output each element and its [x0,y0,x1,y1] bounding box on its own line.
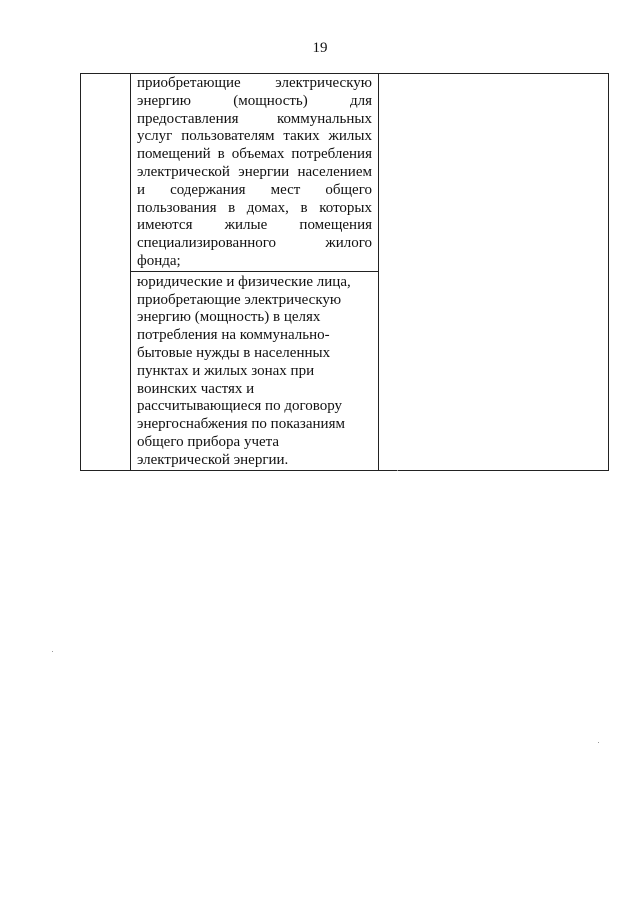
text-line: энергию (мощность) в целях [137,309,321,326]
text-line: бытовые нужды в населенных [137,344,331,361]
consumer-category-text [131,74,378,271]
text-line: фонда; [137,252,181,269]
scan-speck [52,651,53,652]
text-line: потребления на коммунально- [137,327,330,344]
tariff-consumer-table [80,73,609,471]
page-number: 19 [312,40,328,56]
text-line: электрической энергии населением [137,163,372,180]
text-line: приобретающие электрическую [137,75,372,91]
text-line: имеются жилые помещения [137,217,372,234]
consumer-category-cell [131,74,379,272]
text-line: помещений в объемах потребления [137,146,372,163]
consumer-category-text [131,272,378,470]
table-row [81,74,609,272]
scan-speck [397,470,398,471]
consumer-category-cell [131,271,379,470]
text-line: общего прибора учета [137,433,280,450]
text-line: юридические и физические лица, [137,273,351,290]
text-line: специализированного жилого [137,235,372,252]
scan-speck [598,742,599,743]
text-line: воинских частях и [137,380,255,397]
text-line: энергию (мощность) для [137,92,372,109]
text-line: и содержания мест общего [137,181,372,198]
text-line: приобретающие электрическую [137,291,342,308]
tariff-value-cell [379,74,609,471]
text-line: пунктах и жилых зонах при [137,362,315,379]
row-number-cell [81,74,131,471]
text-line: пользования в домах, в которых [137,199,372,216]
text-line: электрической энергии. [137,451,289,468]
text-line: услуг пользователям таких жилых [137,128,372,145]
text-line: рассчитывающиеся по договору [137,398,343,415]
text-line: предоставления коммунальных [137,110,372,127]
text-line: энергоснабжения по показаниям [137,416,345,433]
